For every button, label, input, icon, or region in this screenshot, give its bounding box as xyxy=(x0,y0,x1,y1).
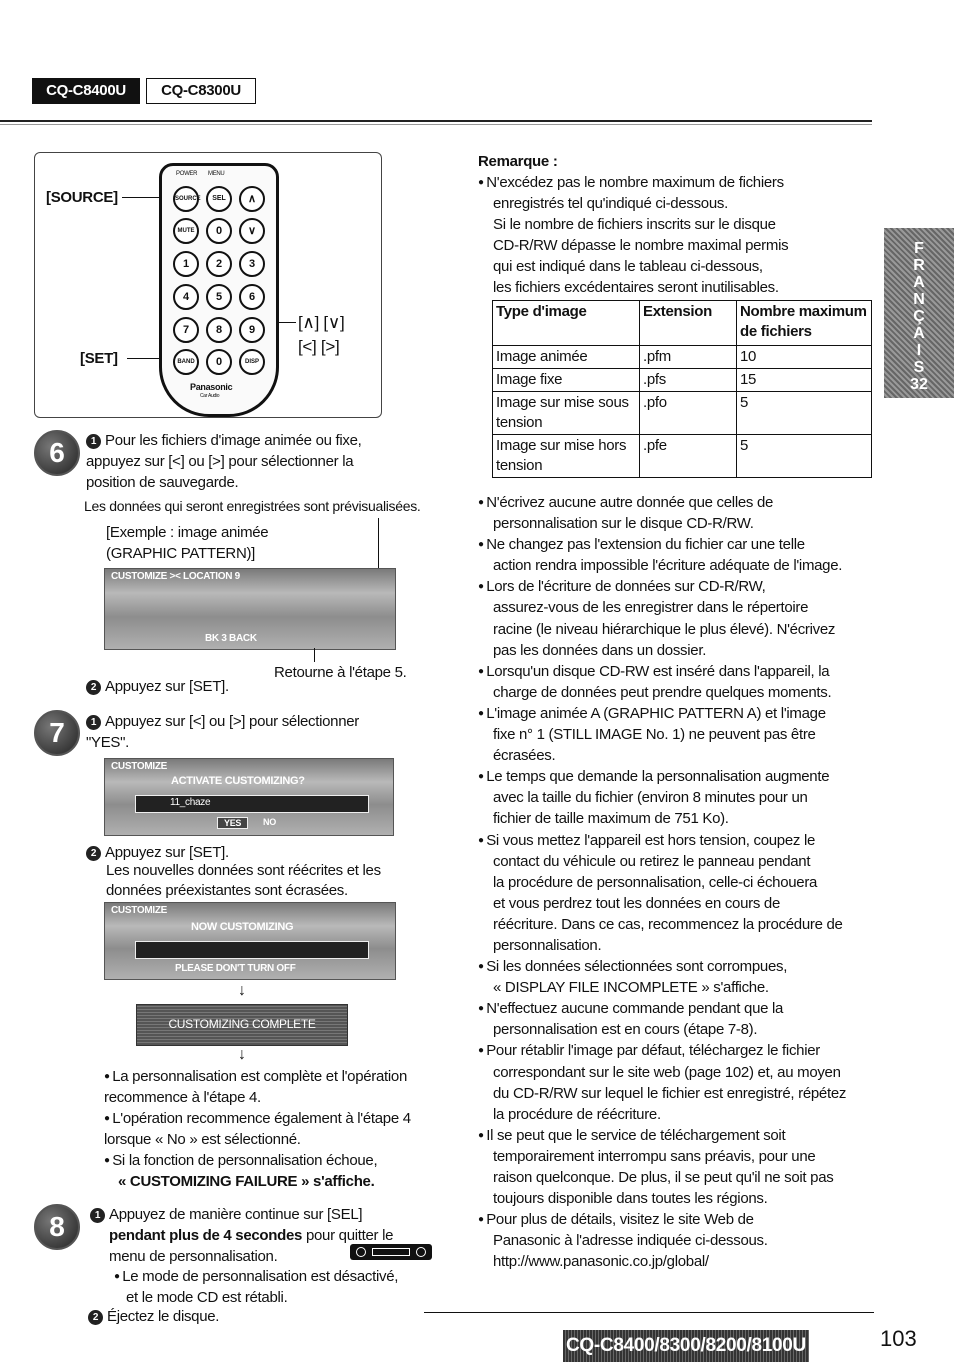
note-item-cont: fichier de taille maximum de 751 Ko). xyxy=(493,810,729,828)
table-cell: 10 xyxy=(737,346,872,369)
remote-body xyxy=(159,163,279,417)
badge-2: 2 xyxy=(86,846,101,861)
table-row xyxy=(493,435,872,478)
example-line-a: [Exemple : image animée xyxy=(106,524,269,541)
note-item-cont: action rendra impossible l'écriture adéquate de l'image. xyxy=(493,557,843,575)
up-down-arrows-label: [∧] [∨] xyxy=(298,313,345,332)
note-item-cont: pas les données dans un dossier. xyxy=(493,641,707,659)
source-label: [SOURCE] xyxy=(46,189,118,206)
table-header-cell: Nombre maximum de fichiers xyxy=(737,301,872,346)
step-7-desc-b: données préexistantes sont écrasées. xyxy=(106,882,348,899)
step-7-text-b: "YES". xyxy=(86,734,130,751)
left-right-arrows-label: [<] [>] xyxy=(298,337,340,356)
remote-source-button[interactable]: SOURCE xyxy=(173,186,199,212)
remote-key-7[interactable]: 7 xyxy=(173,317,199,343)
remote-brand-sub: Car Audio xyxy=(200,393,220,399)
remote-key-1[interactable]: 1 xyxy=(173,251,199,277)
note-item-cont: la procédure de réécriture. xyxy=(493,1105,661,1123)
note-item: ● N'effectuez aucune commande pendant que la xyxy=(478,998,878,1019)
top-rule xyxy=(0,120,872,122)
step-6-item-2 xyxy=(86,676,229,697)
remote-brand: Panasonic xyxy=(190,382,233,392)
note-item: ● Lors de l'écriture de données sur CD-R/RW, xyxy=(478,576,878,597)
remote-key-6[interactable]: 6 xyxy=(239,284,265,310)
arrow-down-icon: ↓ xyxy=(238,1046,246,1063)
step-7-desc-a: Les nouvelles données sont réécrites et les xyxy=(106,862,381,879)
screen2-subtitle: NOW CUSTOMIZING xyxy=(191,921,294,933)
step-7-bullets xyxy=(104,1066,434,1192)
remote-disp-button[interactable]: DISP xyxy=(239,349,265,375)
model-label-other: CQ-C8300U xyxy=(146,78,256,104)
remote-key-3[interactable]: 3 xyxy=(239,251,265,277)
side-tab-letter: I xyxy=(916,342,922,359)
intro-line: enregistrés tel qu'indiqué ci-dessous. xyxy=(493,195,728,212)
screen1-title: CUSTOMIZE xyxy=(111,761,168,772)
table-cell: .pfe xyxy=(640,435,737,478)
table-header-cell: Type d'image xyxy=(493,301,640,346)
footer-model-bar: CQ-C8400/8300/8200/8100U xyxy=(563,1330,809,1362)
back-pointer-line xyxy=(314,648,315,662)
remote-key-2[interactable]: 2 xyxy=(206,251,232,277)
remarque-title: Remarque : xyxy=(478,153,558,170)
table-cell: .pfm xyxy=(640,346,737,369)
side-tab-page: 32 xyxy=(910,376,928,393)
page-number: 103 xyxy=(880,1326,917,1351)
step-8-text-b: pour quitter le xyxy=(302,1227,394,1244)
badge-1: 1 xyxy=(86,434,101,449)
intro-line: Si le nombre de fichiers inscrits sur le disque xyxy=(493,216,776,233)
remote-key-8[interactable]: 8 xyxy=(206,317,232,343)
screen1-no-option[interactable]: NO xyxy=(263,817,276,827)
list-item-cont: et le mode CD est rétabli. xyxy=(126,1289,288,1306)
graphic-pattern-preview-screen xyxy=(104,568,396,650)
preview-note: Les données qui seront enregistrées sont prévisualisées. xyxy=(84,498,421,514)
side-tab-letter: A xyxy=(913,274,925,291)
step-8-item-2 xyxy=(88,1306,219,1327)
note-item-cont: raison quelconque. De plus, il se peut qu'il ne soit pas xyxy=(493,1169,834,1186)
note-item-cont: personnalisation. xyxy=(493,936,602,954)
list-item: ● La personnalisation est complète et l'opération recommence à l'étape 4. xyxy=(104,1066,434,1108)
note-item-cont: Panasonic à l'adresse indiquée ci-dessous. xyxy=(493,1232,768,1250)
table-cell: Image sur mise sous tension xyxy=(493,392,640,435)
table-header-row xyxy=(493,301,872,346)
note-item-cont: assurez-vous de les enregistrer dans le répertoire xyxy=(493,599,809,617)
remote-key-5[interactable]: 5 xyxy=(206,284,232,310)
list-item: ● Le mode de personnalisation est désactivé, xyxy=(114,1266,398,1287)
remarque-intro xyxy=(478,172,878,298)
remarque-notes-list xyxy=(478,492,878,1272)
remote-power-label: POWER xyxy=(176,171,198,177)
table-cell: Image sur mise hors tension xyxy=(493,435,640,478)
step-6-text-b: appuyez sur [<] ou [>] pour sélectionner la xyxy=(86,453,354,470)
note-item-cont: correspondant sur le site web (page 102) et, au moyen xyxy=(493,1063,841,1081)
sel-button-icon xyxy=(350,1244,432,1260)
step-7-item-1 xyxy=(86,711,416,753)
side-tab-letter: R xyxy=(913,257,925,274)
side-tab-letter: Ç xyxy=(913,308,925,325)
note-item-cont: fixe n° 1 (STILL IMAGE No. 1) ne peuvent pas être xyxy=(493,726,816,744)
remote-up-button[interactable]: ∧ xyxy=(239,186,265,212)
note-item-cont: contact du véhicule ou retirez le panneau pendant xyxy=(493,852,811,870)
remote-mute-button[interactable]: MUTE xyxy=(173,218,199,244)
note-item-cont: et vous perdrez tout les données en cours de xyxy=(493,894,780,912)
note-item: ● Lorsqu'un disque CD-RW est inséré dans l'appareil, la xyxy=(478,661,878,682)
top-rule-thin xyxy=(0,124,872,125)
note-item-cont: du CD-R/RW sur lequel le fichier est enregistré, répétez xyxy=(493,1084,847,1102)
note-item: ● Ne changez pas l'extension du fichier car une telle xyxy=(478,534,878,555)
file-limits-table xyxy=(492,300,872,478)
language-side-tab xyxy=(884,228,954,398)
screen1-file-name: 11_chaze xyxy=(170,797,211,808)
screen2-progress-box xyxy=(135,941,369,959)
screen1-file-box xyxy=(135,795,369,813)
side-tab-letter: N xyxy=(913,291,925,308)
table-cell: 5 xyxy=(737,435,872,478)
step-8-bullet xyxy=(114,1266,398,1308)
footer-rule xyxy=(424,1312,874,1313)
screen3-text: CUSTOMIZING COMPLETE xyxy=(168,1017,316,1031)
intro-line: les fichiers excédentaires seront inutilisables. xyxy=(493,279,779,296)
set-label: [SET] xyxy=(80,350,118,367)
table-cell: Image animée xyxy=(493,346,640,369)
table-cell: 15 xyxy=(737,369,872,392)
example-line-b: (GRAPHIC PATTERN)] xyxy=(106,545,256,562)
step-6-text-c: position de sauvegarde. xyxy=(86,474,239,491)
note-item-cont: personnalisation est en cours (étape 7-8). xyxy=(493,1021,758,1039)
table-row xyxy=(493,369,872,392)
note-item: ● Le temps que demande la personnalisation augmente xyxy=(478,766,878,787)
note-item-cont: personnalisation sur le disque CD-R/RW. xyxy=(493,515,754,533)
note-item-cont: la procédure de personnalisation, celle-ci échouera xyxy=(493,873,818,891)
note-item: ● Si vous mettez l'appareil est hors tension, coupez le xyxy=(478,830,878,851)
step-8-text-c: menu de personnalisation. xyxy=(109,1248,278,1265)
note-item-cont: « DISPLAY FILE INCOMPLETE » s'affiche. xyxy=(493,979,769,997)
badge-2: 2 xyxy=(86,680,101,695)
intro-line: CD-R/RW dépasse le nombre maximal permis xyxy=(493,237,789,254)
note-item: ● Il se peut que le service de téléchargement soit xyxy=(478,1125,878,1146)
table-cell: .pfs xyxy=(640,369,737,392)
step-8-bold-text: pendant plus de 4 secondes xyxy=(109,1227,303,1244)
remote-key-0[interactable]: 0 xyxy=(206,349,232,375)
step-8-item-2-text: Éjectez le disque. xyxy=(107,1308,220,1325)
list-item: ● L'opération recommence également à l'étape 4 lorsque « No » est sélectionné. xyxy=(104,1108,434,1150)
step-6-icon: 6 xyxy=(34,430,80,476)
customizing-complete-screen xyxy=(136,1004,348,1046)
note-item-cont: écrasées. xyxy=(493,747,556,765)
step-7-icon: 7 xyxy=(34,710,80,756)
arrow-down-icon: ↓ xyxy=(238,982,246,999)
screen1-yes-option[interactable]: YES xyxy=(217,817,248,829)
table-row xyxy=(493,346,872,369)
note-item: ● Si les données sélectionnées sont corrompues, xyxy=(478,956,878,977)
remote-menu-label: MENU xyxy=(208,171,225,177)
note-item: ● N'écrivez aucune autre donnée que celles de xyxy=(478,492,878,513)
preview-screen-bottom: BK 3 BACK xyxy=(205,633,257,644)
screen2-title: CUSTOMIZE xyxy=(111,905,168,916)
screen1-subtitle: ACTIVATE CUSTOMIZING? xyxy=(171,775,305,787)
step-8-text-a: Appuyez de manière continue sur [SEL] xyxy=(109,1206,363,1223)
step-6-item-2-text: Appuyez sur [SET]. xyxy=(105,678,229,695)
side-tab-letter: F xyxy=(914,240,924,257)
step-7-text-a: Appuyez sur [<] ou [>] pour sélectionner xyxy=(105,713,359,730)
badge-2: 2 xyxy=(88,1310,103,1325)
remote-key-0-top[interactable]: 0 xyxy=(206,218,232,244)
note-item-cont: http://www.panasonic.co.jp/global/ xyxy=(493,1253,709,1271)
intro-line: qui est indiqué dans le tableau ci-dessous, xyxy=(493,258,763,275)
note-item-cont: temporairement interrompu sans préavis, pour une xyxy=(493,1147,816,1165)
activate-customizing-screen xyxy=(104,758,394,836)
table-row xyxy=(493,392,872,435)
table-cell: .pfo xyxy=(640,392,737,435)
list-item: ● Si la fonction de personnalisation échoue, xyxy=(104,1150,434,1171)
failure-message: « CUSTOMIZING FAILURE » s'affiche. xyxy=(118,1173,375,1190)
badge-1: 1 xyxy=(90,1208,105,1223)
step-6-item-1 xyxy=(86,430,416,493)
badge-1: 1 xyxy=(86,715,101,730)
note-item-cont: réécriture. Dans ce cas, recommencez la procédure de xyxy=(493,915,843,933)
table-cell: 5 xyxy=(737,392,872,435)
intro-line: ● N'excédez pas le nombre maximum de fichiers xyxy=(478,172,878,193)
note-item-cont: toujours disponible dans toutes les régions. xyxy=(493,1190,768,1208)
remote-sel-button[interactable]: SEL xyxy=(206,186,232,212)
step-7-item-2-text: Appuyez sur [SET]. xyxy=(105,844,229,861)
return-note: Retourne à l'étape 5. xyxy=(274,664,407,681)
model-label-active: CQ-C8400U xyxy=(32,78,140,104)
table-header-cell: Extension xyxy=(640,301,737,346)
now-customizing-screen xyxy=(104,902,396,980)
screen2-warning: PLEASE DON'T TURN OFF xyxy=(175,963,296,974)
step-6-text-a: Pour les fichiers d'image animée ou fixe, xyxy=(105,432,362,449)
side-tab-letter: S xyxy=(913,359,925,376)
note-item-cont: racine (le niveau hiérarchique le plus élevé). N'écrivez xyxy=(493,620,836,638)
preview-screen-title: CUSTOMIZE >< LOCATION 9 xyxy=(111,571,240,582)
table-cell: Image fixe xyxy=(493,369,640,392)
side-tab-letter: A xyxy=(913,325,925,342)
note-item: ● Pour rétablir l'image par défaut, téléchargez le fichier xyxy=(478,1040,878,1061)
note-item-cont: avec la taille du fichier (environ 8 minutes pour un xyxy=(493,789,808,807)
remote-key-9[interactable]: 9 xyxy=(239,317,265,343)
remote-key-4[interactable]: 4 xyxy=(173,284,199,310)
remote-band-button[interactable]: BAND xyxy=(173,349,199,375)
note-item: ● Pour plus de détails, visitez le site Web de xyxy=(478,1209,878,1230)
note-item-cont: charge de données peut prendre quelques moments. xyxy=(493,683,832,701)
note-item: ● L'image animée A (GRAPHIC PATTERN A) et l'image xyxy=(478,703,878,724)
step-8-icon: 8 xyxy=(34,1204,80,1250)
remote-down-button[interactable]: ∨ xyxy=(239,218,265,244)
